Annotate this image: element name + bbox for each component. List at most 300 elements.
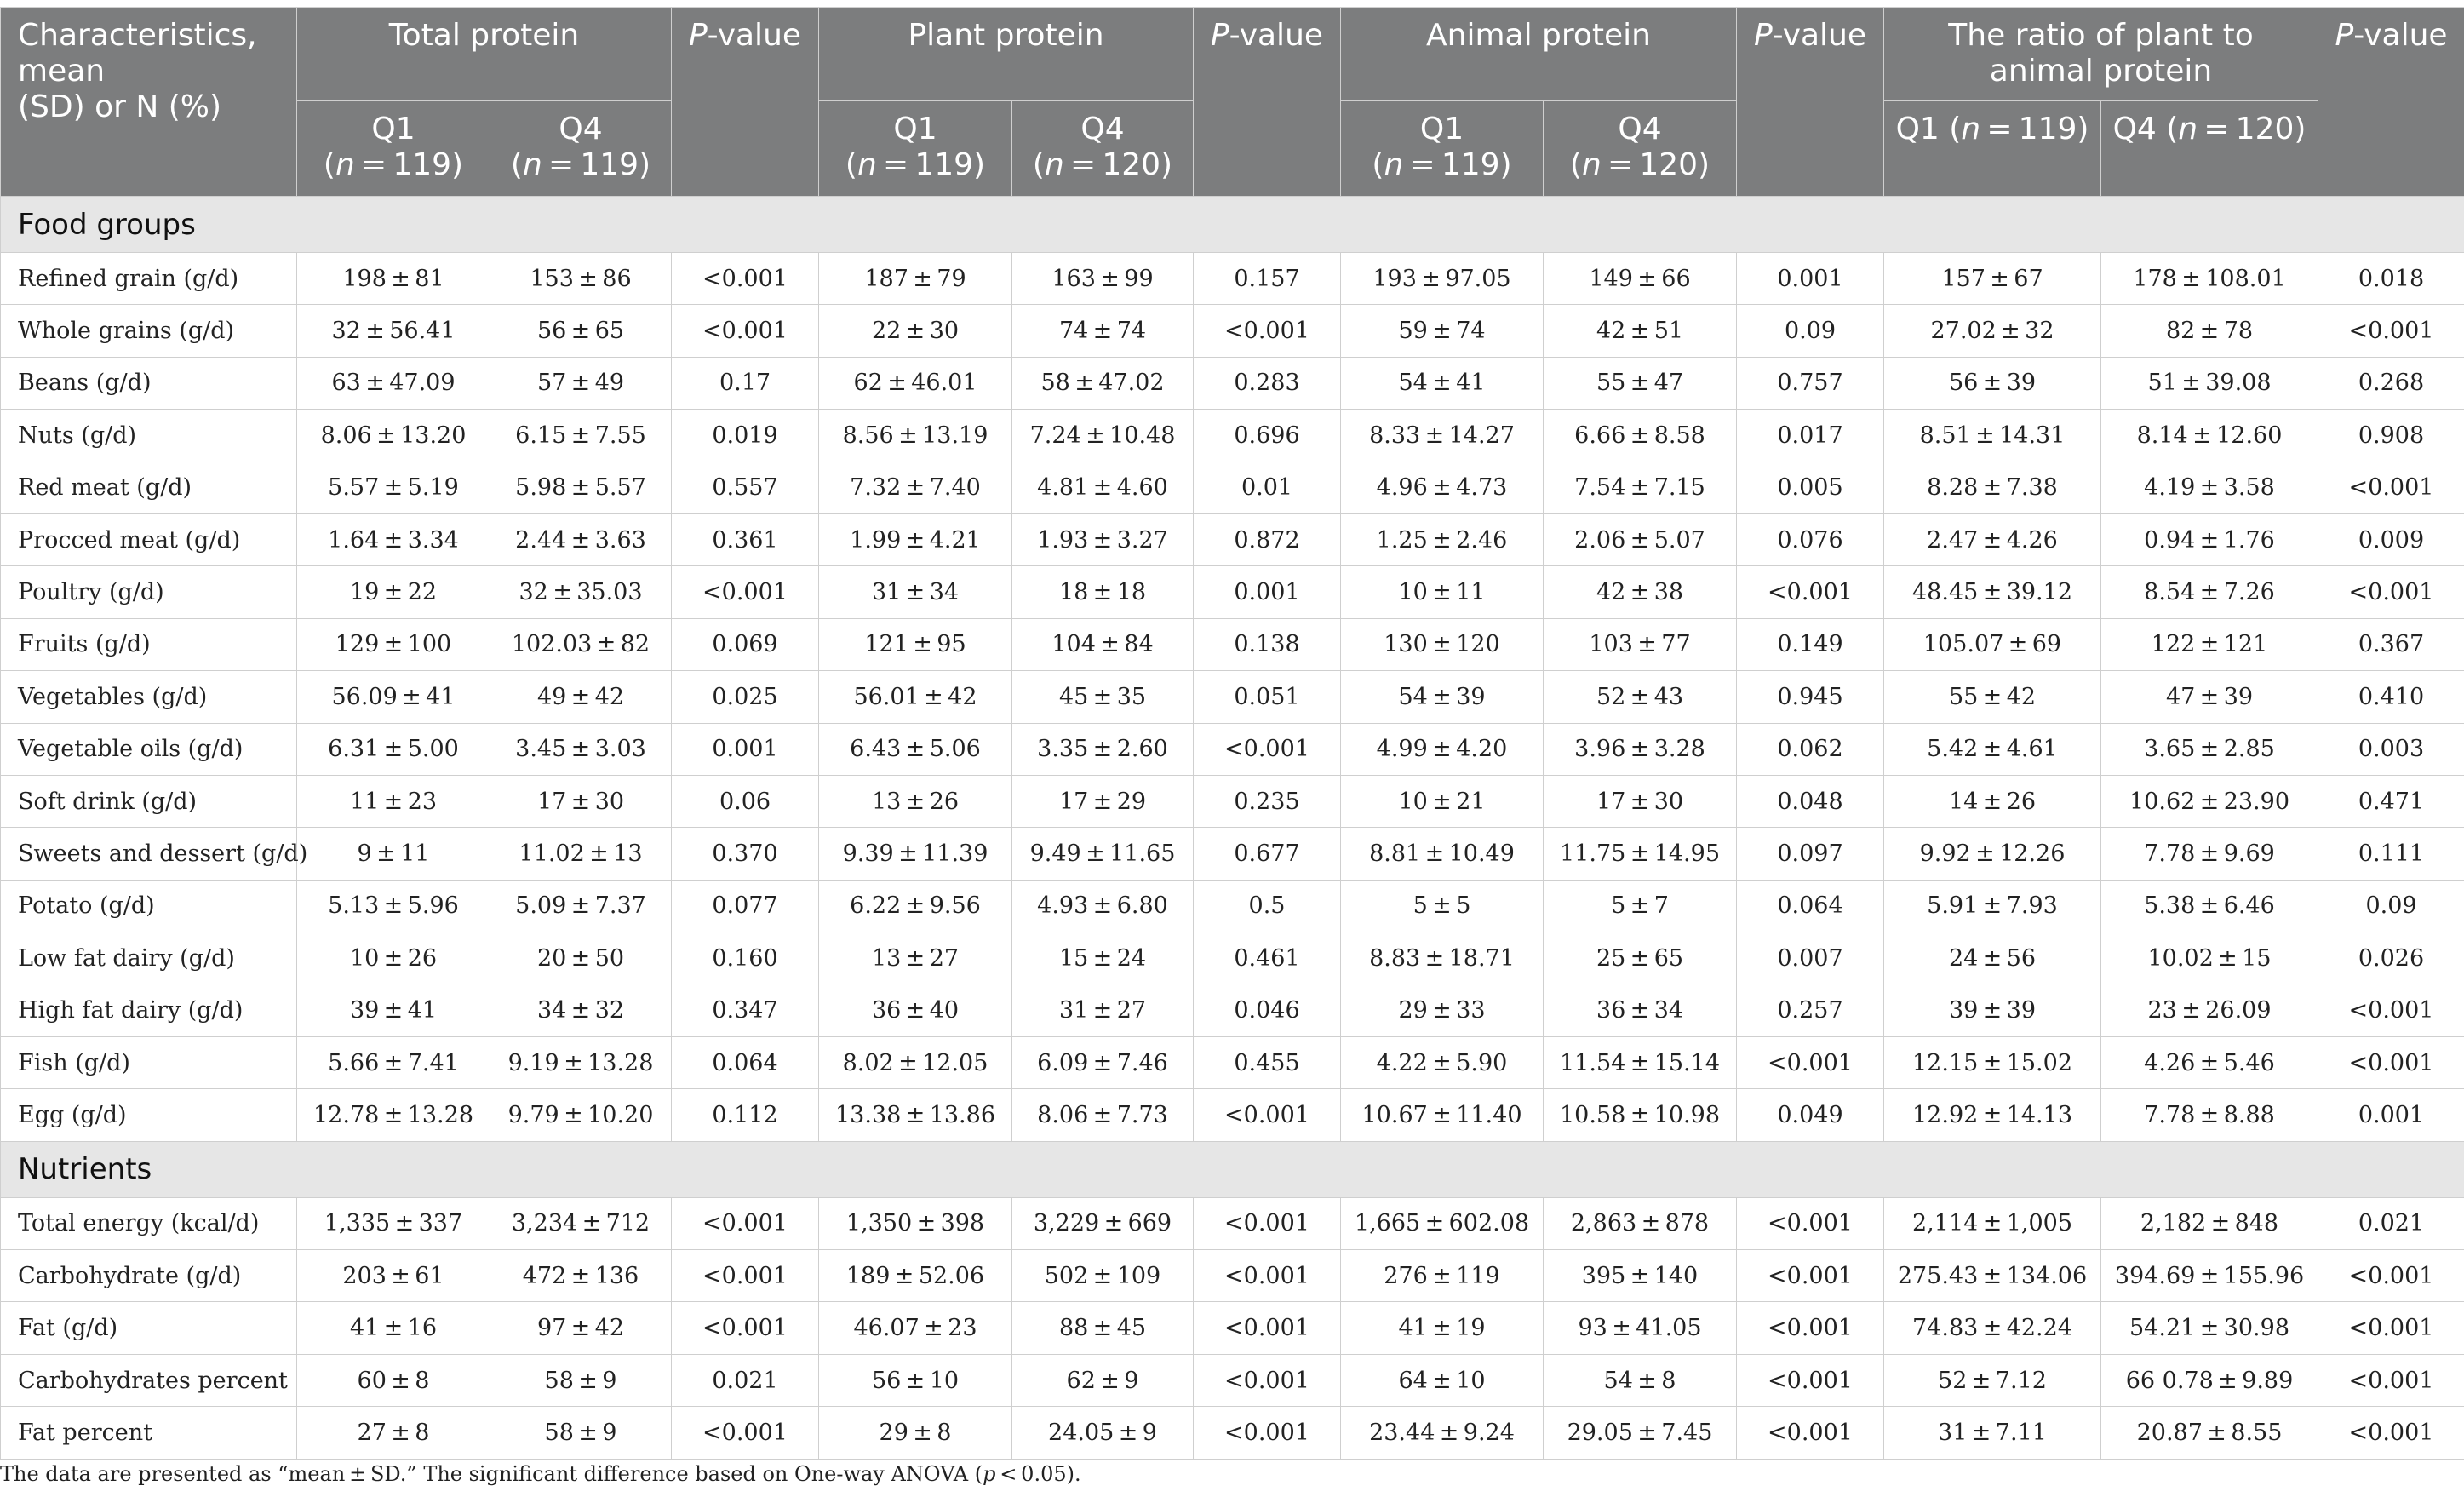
table-cell: <0.001 — [1737, 1250, 1884, 1302]
table-cell: 129 ± 100 — [297, 618, 490, 670]
table-cell: 52 ± 7.12 — [1884, 1354, 2101, 1406]
table-cell: 5.66 ± 7.41 — [297, 1036, 490, 1088]
table-cell: 0.94 ± 1.76 — [2101, 513, 2318, 565]
table-cell: 12.15 ± 15.02 — [1884, 1036, 2101, 1088]
table-cell: 82 ± 78 — [2101, 305, 2318, 357]
table-cell: 56 ± 39 — [1884, 357, 2101, 409]
table-cell: 104 ± 84 — [1012, 618, 1194, 670]
table-cell: 3,229 ± 669 — [1012, 1197, 1194, 1249]
table-cell: 5 ± 7 — [1544, 880, 1737, 932]
table-cell: 52 ± 43 — [1544, 671, 1737, 723]
table-cell: 8.51 ± 14.31 — [1884, 410, 2101, 462]
table-cell: 8.56 ± 13.19 — [819, 410, 1012, 462]
table-cell: 105.07 ± 69 — [1884, 618, 2101, 670]
table-cell: 0.046 — [1194, 984, 1341, 1036]
food-group-row — [1, 1089, 2464, 1141]
table-cell: 48.45 ± 39.12 — [1884, 566, 2101, 618]
table-cell: 2.44 ± 3.63 — [490, 513, 672, 565]
table-cell: 0.17 — [672, 357, 819, 409]
table-cell: 275.43 ± 134.06 — [1884, 1250, 2101, 1302]
table-cell: 6.31 ± 5.00 — [297, 723, 490, 775]
quartile-header: Q1 (n = 119) — [297, 101, 490, 197]
table-cell: 9.49 ± 11.65 — [1012, 828, 1194, 880]
table-cell: 11.02 ± 13 — [490, 828, 672, 880]
table-cell: 20 ± 50 — [490, 932, 672, 984]
table-cell: <0.001 — [1737, 1036, 1884, 1088]
row-label: Total energy (kcal/d) — [1, 1197, 297, 1249]
table-cell: 13 ± 26 — [819, 775, 1012, 827]
data-table — [0, 7, 2464, 1460]
table-cell: 29 ± 8 — [819, 1407, 1012, 1459]
food-group-row — [1, 462, 2464, 513]
table-cell: <0.001 — [1194, 1354, 1341, 1406]
table-cell: 7.32 ± 7.40 — [819, 462, 1012, 513]
p-value-header: P-value — [1737, 8, 1884, 197]
table-body — [1, 197, 2464, 1460]
table-cell: 56 ± 10 — [819, 1354, 1012, 1406]
table-cell: 29.05 ± 7.45 — [1544, 1407, 1737, 1459]
ratio-header: The ratio of plant to animal protein — [1884, 8, 2318, 101]
table-cell: 0.005 — [1737, 462, 1884, 513]
food-group-row — [1, 566, 2464, 618]
food-group-row — [1, 932, 2464, 984]
table-cell: 472 ± 136 — [490, 1250, 672, 1302]
row-label: Refined grain (g/d) — [1, 253, 297, 305]
table-cell: <0.001 — [2318, 462, 2464, 513]
table-cell: 31 ± 34 — [819, 566, 1012, 618]
food-group-row — [1, 828, 2464, 880]
table-cell: 27.02 ± 32 — [1884, 305, 2101, 357]
table-cell: <0.001 — [1194, 723, 1341, 775]
table-cell: 5.42 ± 4.61 — [1884, 723, 2101, 775]
row-label: High fat dairy (g/d) — [1, 984, 297, 1036]
table-cell: 42 ± 51 — [1544, 305, 1737, 357]
table-cell: 1,335 ± 337 — [297, 1197, 490, 1249]
table-cell: 0.001 — [1737, 253, 1884, 305]
table-cell: 57 ± 49 — [490, 357, 672, 409]
table-cell: 41 ± 16 — [297, 1302, 490, 1354]
row-label: Low fat dairy (g/d) — [1, 932, 297, 984]
table-cell: 0.112 — [672, 1089, 819, 1141]
table-cell: 0.097 — [1737, 828, 1884, 880]
table-cell: 0.347 — [672, 984, 819, 1036]
quartile-header: Q4 (n = 119) — [490, 101, 672, 197]
row-label: Fat percent — [1, 1407, 297, 1459]
table-cell: 6.15 ± 7.55 — [490, 410, 672, 462]
table-cell: 45 ± 35 — [1012, 671, 1194, 723]
food-group-row — [1, 357, 2464, 409]
table-cell: 56 ± 65 — [490, 305, 672, 357]
table-cell: 8.83 ± 18.71 — [1341, 932, 1544, 984]
table-cell: 29 ± 33 — [1341, 984, 1544, 1036]
table-cell: 0.001 — [2318, 1089, 2464, 1141]
table-cell: 3.96 ± 3.28 — [1544, 723, 1737, 775]
table-cell: 0.111 — [2318, 828, 2464, 880]
table-cell: 3.65 ± 2.85 — [2101, 723, 2318, 775]
table-cell: 55 ± 42 — [1884, 671, 2101, 723]
table-cell: 5 ± 5 — [1341, 880, 1544, 932]
table-cell: 23.44 ± 9.24 — [1341, 1407, 1544, 1459]
row-label: Poultry (g/d) — [1, 566, 297, 618]
table-cell: 54 ± 41 — [1341, 357, 1544, 409]
table-cell: 0.138 — [1194, 618, 1341, 670]
food-group-row — [1, 984, 2464, 1036]
table-cell: 74.83 ± 42.24 — [1884, 1302, 2101, 1354]
nutrient-row — [1, 1250, 2464, 1302]
table-cell: 0.149 — [1737, 618, 1884, 670]
table-cell: 27 ± 8 — [297, 1407, 490, 1459]
table-cell: <0.001 — [1194, 1250, 1341, 1302]
table-cell: 8.02 ± 12.05 — [819, 1036, 1012, 1088]
table-cell: 395 ± 140 — [1544, 1250, 1737, 1302]
table-cell: 93 ± 41.05 — [1544, 1302, 1737, 1354]
table-cell: 0.06 — [672, 775, 819, 827]
table-cell: 0.370 — [672, 828, 819, 880]
table-cell: 6.09 ± 7.46 — [1012, 1036, 1194, 1088]
table-cell: 4.96 ± 4.73 — [1341, 462, 1544, 513]
table-cell: 0.908 — [2318, 410, 2464, 462]
row-label: Soft drink (g/d) — [1, 775, 297, 827]
table-cell: <0.001 — [672, 1250, 819, 1302]
table-cell: 41 ± 19 — [1341, 1302, 1544, 1354]
row-label: Fish (g/d) — [1, 1036, 297, 1088]
table-cell: 6.22 ± 9.56 — [819, 880, 1012, 932]
table-cell: 10.02 ± 15 — [2101, 932, 2318, 984]
table-cell: 4.26 ± 5.46 — [2101, 1036, 2318, 1088]
table-cell: <0.001 — [1194, 305, 1341, 357]
table-cell: 8.54 ± 7.26 — [2101, 566, 2318, 618]
table-cell: <0.001 — [1194, 1197, 1341, 1249]
table-cell: <0.001 — [1194, 1089, 1341, 1141]
table-cell: 8.06 ± 7.73 — [1012, 1089, 1194, 1141]
table-cell: 7.54 ± 7.15 — [1544, 462, 1737, 513]
table-cell: 55 ± 47 — [1544, 357, 1737, 409]
table-cell: 17 ± 30 — [1544, 775, 1737, 827]
table-cell: 58 ± 9 — [490, 1354, 672, 1406]
food-group-row — [1, 880, 2464, 932]
table-cell: 25 ± 65 — [1544, 932, 1737, 984]
quartile-header: Q1 (n = 119) — [819, 101, 1012, 197]
row-label: Fat (g/d) — [1, 1302, 297, 1354]
table-cell: 103 ± 77 — [1544, 618, 1737, 670]
table-cell: 1,665 ± 602.08 — [1341, 1197, 1544, 1249]
table-cell: 14 ± 26 — [1884, 775, 2101, 827]
table-cell: 0.557 — [672, 462, 819, 513]
table-cell: 10 ± 26 — [297, 932, 490, 984]
table-cell: 97 ± 42 — [490, 1302, 672, 1354]
table-cell: 5.38 ± 6.46 — [2101, 880, 2318, 932]
table-cell: <0.001 — [2318, 1250, 2464, 1302]
table-cell: 1.64 ± 3.34 — [297, 513, 490, 565]
table-cell: 102.03 ± 82 — [490, 618, 672, 670]
table-cell: 51 ± 39.08 — [2101, 357, 2318, 409]
table-cell: <0.001 — [2318, 305, 2464, 357]
table-cell: <0.001 — [1194, 1407, 1341, 1459]
table-cell: 58 ± 47.02 — [1012, 357, 1194, 409]
table-cell: 3.35 ± 2.60 — [1012, 723, 1194, 775]
table-cell: 0.001 — [1194, 566, 1341, 618]
table-cell: 0.069 — [672, 618, 819, 670]
table-cell: 10.58 ± 10.98 — [1544, 1089, 1737, 1141]
table-cell: 1.93 ± 3.27 — [1012, 513, 1194, 565]
table-cell: 1,350 ± 398 — [819, 1197, 1012, 1249]
table-cell: 18 ± 18 — [1012, 566, 1194, 618]
table-cell: 8.14 ± 12.60 — [2101, 410, 2318, 462]
table-cell: <0.001 — [1737, 1407, 1884, 1459]
table-cell: <0.001 — [1737, 1197, 1884, 1249]
table-cell: 0.048 — [1737, 775, 1884, 827]
table-cell: 54 ± 8 — [1544, 1354, 1737, 1406]
nutrient-row — [1, 1302, 2464, 1354]
table-cell: 74 ± 74 — [1012, 305, 1194, 357]
p-value-header: P-value — [672, 8, 819, 197]
table-cell: 9 ± 11 — [297, 828, 490, 880]
table-cell: 22 ± 30 — [819, 305, 1012, 357]
table-cell: 0.009 — [2318, 513, 2464, 565]
table-cell: 203 ± 61 — [297, 1250, 490, 1302]
table-cell: 8.28 ± 7.38 — [1884, 462, 2101, 513]
table-cell: <0.001 — [672, 305, 819, 357]
table-cell: 13 ± 27 — [819, 932, 1012, 984]
table-cell: 0.757 — [1737, 357, 1884, 409]
table-cell: 36 ± 34 — [1544, 984, 1737, 1036]
table-cell: 31 ± 27 — [1012, 984, 1194, 1036]
table-cell: <0.001 — [2318, 1354, 2464, 1406]
table-cell: 0.361 — [672, 513, 819, 565]
table-cell: 60 ± 8 — [297, 1354, 490, 1406]
food-group-row — [1, 1036, 2464, 1088]
table-cell: <0.001 — [1737, 566, 1884, 618]
table-cell: 122 ± 121 — [2101, 618, 2318, 670]
table-cell: 24 ± 56 — [1884, 932, 2101, 984]
table-cell: 4.19 ± 3.58 — [2101, 462, 2318, 513]
table-cell: <0.001 — [2318, 1407, 2464, 1459]
table-cell: 64 ± 10 — [1341, 1354, 1544, 1406]
table-cell: 8.81 ± 10.49 — [1341, 828, 1544, 880]
table-cell: 149 ± 66 — [1544, 253, 1737, 305]
table-cell: 12.92 ± 14.13 — [1884, 1089, 2101, 1141]
table-cell: 24.05 ± 9 — [1012, 1407, 1194, 1459]
table-cell: 0.157 — [1194, 253, 1341, 305]
table-cell: 2.06 ± 5.07 — [1544, 513, 1737, 565]
row-label: Carbohydrate (g/d) — [1, 1250, 297, 1302]
table-cell: 0.455 — [1194, 1036, 1341, 1088]
table-cell: 0.017 — [1737, 410, 1884, 462]
table-cell: 54 ± 39 — [1341, 671, 1544, 723]
table-cell: 9.19 ± 13.28 — [490, 1036, 672, 1088]
table-cell: 7.24 ± 10.48 — [1012, 410, 1194, 462]
table-cell: 193 ± 97.05 — [1341, 253, 1544, 305]
table-cell: 0.021 — [2318, 1197, 2464, 1249]
table-cell: 56.01 ± 42 — [819, 671, 1012, 723]
section-nutrients — [1, 1141, 2464, 1197]
food-group-row — [1, 775, 2464, 827]
table-cell: 0.410 — [2318, 671, 2464, 723]
table-cell: 42 ± 38 — [1544, 566, 1737, 618]
row-label: Vegetable oils (g/d) — [1, 723, 297, 775]
table-cell: 47 ± 39 — [2101, 671, 2318, 723]
table-cell: 163 ± 99 — [1012, 253, 1194, 305]
nutrient-row — [1, 1407, 2464, 1459]
table-cell: <0.001 — [2318, 566, 2464, 618]
table-cell: 15 ± 24 — [1012, 932, 1194, 984]
table-cell: 10.67 ± 11.40 — [1341, 1089, 1544, 1141]
table-cell: 0.026 — [2318, 932, 2464, 984]
table-cell: 1.25 ± 2.46 — [1341, 513, 1544, 565]
nutrient-row — [1, 1197, 2464, 1249]
table-cell: <0.001 — [1737, 1302, 1884, 1354]
row-label: Potato (g/d) — [1, 880, 297, 932]
table-cell: 130 ± 120 — [1341, 618, 1544, 670]
table-cell: 8.33 ± 14.27 — [1341, 410, 1544, 462]
table-cell: 0.064 — [1737, 880, 1884, 932]
table-cell: 11.75 ± 14.95 — [1544, 828, 1737, 880]
row-label: Red meat (g/d) — [1, 462, 297, 513]
table-cell: <0.001 — [2318, 1302, 2464, 1354]
table-cell: 0.283 — [1194, 357, 1341, 409]
row-label: Vegetables (g/d) — [1, 671, 297, 723]
table-cell: 4.81 ± 4.60 — [1012, 462, 1194, 513]
table-cell: 11 ± 23 — [297, 775, 490, 827]
section-label: Nutrients — [1, 1141, 2464, 1197]
table-cell: 5.57 ± 5.19 — [297, 462, 490, 513]
table-cell: 0.021 — [672, 1354, 819, 1406]
table-cell: 5.98 ± 5.57 — [490, 462, 672, 513]
table-cell: 17 ± 30 — [490, 775, 672, 827]
table-cell: 6.43 ± 5.06 — [819, 723, 1012, 775]
table-cell: 2,863 ± 878 — [1544, 1197, 1737, 1249]
table-cell: 153 ± 86 — [490, 253, 672, 305]
section-label: Food groups — [1, 197, 2464, 253]
table-cell: 1.99 ± 4.21 — [819, 513, 1012, 565]
table-cell: 0.077 — [672, 880, 819, 932]
table-cell: 49 ± 42 — [490, 671, 672, 723]
quartile-header: Q4 (n = 120) — [1012, 101, 1194, 197]
food-group-row — [1, 671, 2464, 723]
table-cell: <0.001 — [1194, 1302, 1341, 1354]
table-cell: 0.235 — [1194, 775, 1341, 827]
food-group-row — [1, 618, 2464, 670]
table-cell: 7.78 ± 8.88 — [2101, 1089, 2318, 1141]
table-cell: 0.051 — [1194, 671, 1341, 723]
table-cell: 10.62 ± 23.90 — [2101, 775, 2318, 827]
row-label: Fruits (g/d) — [1, 618, 297, 670]
table-cell: 32 ± 35.03 — [490, 566, 672, 618]
table-cell: <0.001 — [1737, 1354, 1884, 1406]
table-cell: 0.007 — [1737, 932, 1884, 984]
table-cell: 10 ± 21 — [1341, 775, 1544, 827]
table-cell: 62 ± 46.01 — [819, 357, 1012, 409]
food-group-row — [1, 253, 2464, 305]
food-group-row — [1, 513, 2464, 565]
table-cell: 0.09 — [2318, 880, 2464, 932]
table-cell: <0.001 — [672, 1407, 819, 1459]
table-cell: 0.471 — [2318, 775, 2464, 827]
table-cell: <0.001 — [2318, 1036, 2464, 1088]
table-cell: 19 ± 22 — [297, 566, 490, 618]
food-group-row — [1, 410, 2464, 462]
table-cell: 56.09 ± 41 — [297, 671, 490, 723]
table-cell: 0.872 — [1194, 513, 1341, 565]
table-cell: 0.367 — [2318, 618, 2464, 670]
table-cell: 394.69 ± 155.96 — [2101, 1250, 2318, 1302]
table-cell: 9.79 ± 10.20 — [490, 1089, 672, 1141]
table-cell: 36 ± 40 — [819, 984, 1012, 1036]
table-cell: 0.049 — [1737, 1089, 1884, 1141]
table-cell: 54.21 ± 30.98 — [2101, 1302, 2318, 1354]
table-cell: 0.257 — [1737, 984, 1884, 1036]
table-cell: 5.09 ± 7.37 — [490, 880, 672, 932]
table-cell: 0.268 — [2318, 357, 2464, 409]
table-cell: 0.076 — [1737, 513, 1884, 565]
table-cell: 0.019 — [672, 410, 819, 462]
table-cell: 9.39 ± 11.39 — [819, 828, 1012, 880]
table-cell: 20.87 ± 8.55 — [2101, 1407, 2318, 1459]
table-cell: 39 ± 41 — [297, 984, 490, 1036]
table-cell: 0.160 — [672, 932, 819, 984]
table-cell: 198 ± 81 — [297, 253, 490, 305]
table-cell: 32 ± 56.41 — [297, 305, 490, 357]
table-cell: 157 ± 67 — [1884, 253, 2101, 305]
table-cell: 121 ± 95 — [819, 618, 1012, 670]
table-cell: 2,182 ± 848 — [2101, 1197, 2318, 1249]
table-cell: 7.78 ± 9.69 — [2101, 828, 2318, 880]
table-footnote: The data are presented as “mean ± SD.” The significant difference based on One-way ANOVA (p < 0.05). — [0, 1462, 1081, 1486]
table-cell: 187 ± 79 — [819, 253, 1012, 305]
row-label: Nuts (g/d) — [1, 410, 297, 462]
table-cell: 23 ± 26.09 — [2101, 984, 2318, 1036]
table-cell: 0.01 — [1194, 462, 1341, 513]
table-cell: 4.22 ± 5.90 — [1341, 1036, 1544, 1088]
table-cell: 62 ± 9 — [1012, 1354, 1194, 1406]
table-wrapper — [0, 7, 2464, 1460]
table-cell: 0.5 — [1194, 880, 1341, 932]
table-cell: 58 ± 9 — [490, 1407, 672, 1459]
table-cell: 63 ± 47.09 — [297, 357, 490, 409]
row-label: Beans (g/d) — [1, 357, 297, 409]
table-cell: 2,114 ± 1,005 — [1884, 1197, 2101, 1249]
table-cell: 9.92 ± 12.26 — [1884, 828, 2101, 880]
table-cell: 31 ± 7.11 — [1884, 1407, 2101, 1459]
plant-protein-header: Plant protein — [819, 8, 1194, 101]
quartile-header: Q4 (n = 120) — [2101, 101, 2318, 197]
table-cell: 2.47 ± 4.26 — [1884, 513, 2101, 565]
table-cell: <0.001 — [2318, 984, 2464, 1036]
table-cell: 8.06 ± 13.20 — [297, 410, 490, 462]
row-label: Egg (g/d) — [1, 1089, 297, 1141]
table-cell: 276 ± 119 — [1341, 1250, 1544, 1302]
table-cell: 189 ± 52.06 — [819, 1250, 1012, 1302]
header-row-1 — [1, 8, 2464, 101]
table-cell: 46.07 ± 23 — [819, 1302, 1012, 1354]
table-cell: 6.66 ± 8.58 — [1544, 410, 1737, 462]
table-cell: 178 ± 108.01 — [2101, 253, 2318, 305]
table-cell: <0.001 — [672, 1302, 819, 1354]
nutrient-row — [1, 1354, 2464, 1406]
table-cell: 66 0.78 ± 9.89 — [2101, 1354, 2318, 1406]
table-cell: 5.13 ± 5.96 — [297, 880, 490, 932]
row-label: Procced meat (g/d) — [1, 513, 297, 565]
table-cell: 12.78 ± 13.28 — [297, 1089, 490, 1141]
table-cell: 0.003 — [2318, 723, 2464, 775]
p-value-header: P-value — [1194, 8, 1341, 197]
table-cell: 0.064 — [672, 1036, 819, 1088]
row-label: Carbohydrates percent — [1, 1354, 297, 1406]
animal-protein-header: Animal protein — [1341, 8, 1737, 101]
table-cell: 0.062 — [1737, 723, 1884, 775]
table-cell: 13.38 ± 13.86 — [819, 1089, 1012, 1141]
food-group-row — [1, 723, 2464, 775]
